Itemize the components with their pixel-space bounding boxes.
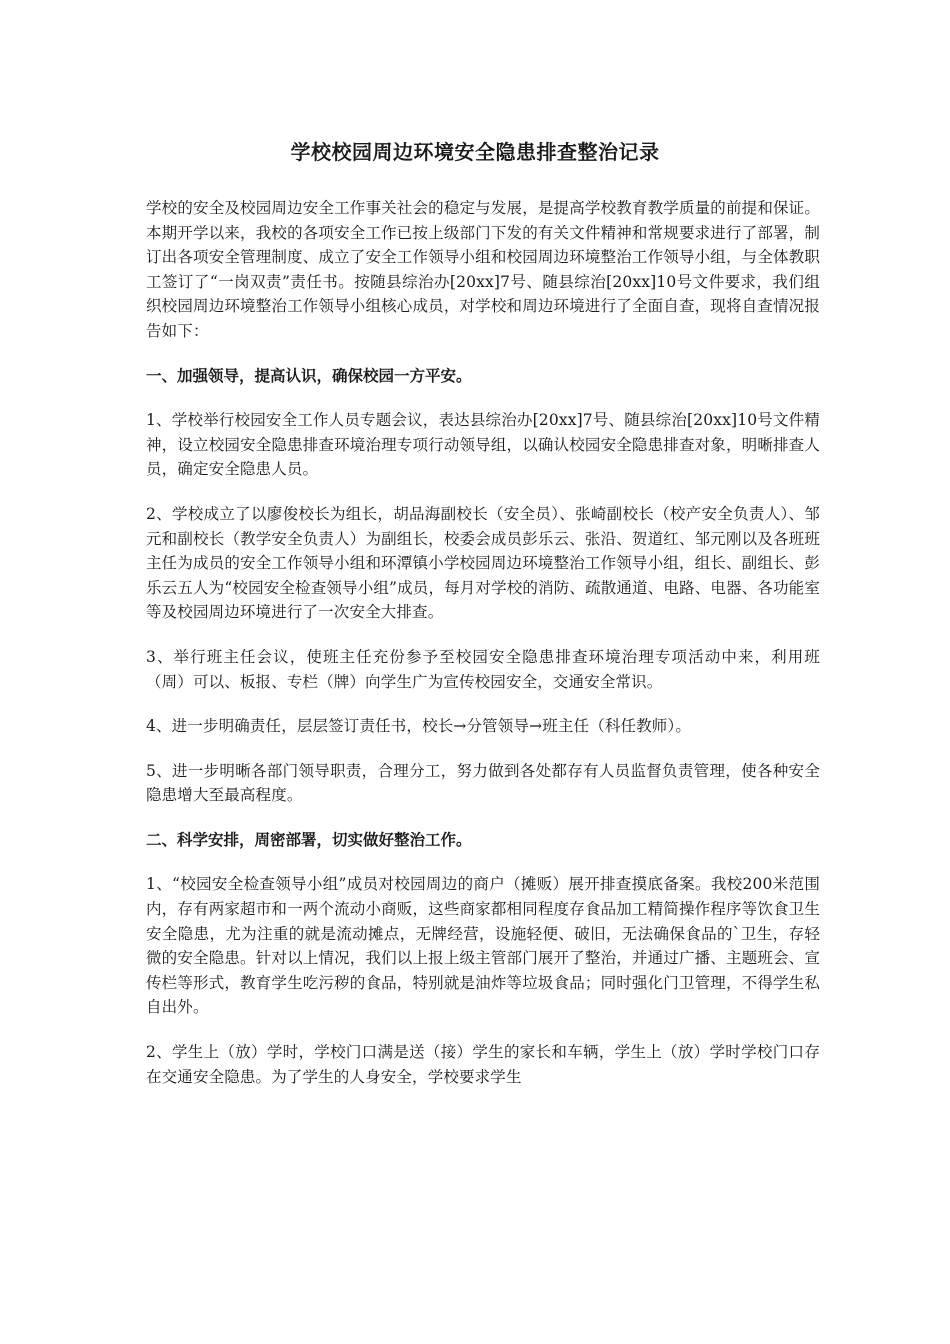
section1-item-5: 5、进一步明晰各部门领导职责，合理分工，努力做到各处都存有人员监督负责管理，使各种安全隐患增大至最高程度。 (146, 761, 820, 805)
document-body (146, 196, 820, 1109)
section1-item-2: 2、学校成立了以廖俊校长为组长，胡品海副校长（安全员）、张崎副校长（校产安全负责人）、邹元和副校长（教学安全负责人）为副组长，校委会成员彭乐云、张沿、贺道红、邹元刚以及各班班主任为成员的安全工作领导小组和环潭镇小学校园周边环境整治工作领导小组，组长、副组长、彭乐云五人为“校园安全检查领导小组”成员，每月对学校的消防、疏散通道、电路、电器、各功能室等及校园周边环境进行了一次安全大排查。 (146, 504, 820, 622)
section1-item-1: 1、学校举行校园安全工作人员专题会议，表达县综治办[20xx]7号、随县综治[20xx]10号文件精神，设立校园安全隐患排查环境治理专项行动领导组，以确认校园安全隐患排查对象，明晰排查人员，确定安全隐患人员。 (146, 411, 820, 479)
section1-item-4: 4、进一步明确责任，层层签订责任书，校长→分管领导→班主任（科任教师）。 (146, 717, 691, 736)
section-heading-1: 一、加强领导，提高认识，确保校园一方平安。 (146, 366, 472, 385)
section1-item-3: 3、举行班主任会议，使班主任充份参予至校园安全隐患排查环境治理专项活动中来，利用班（周）可以、板报、专栏（牌）向学生广为宣传校园安全，交通安全常识。 (146, 647, 820, 691)
section2-item-2: 2、学生上（放）学时，学校门口满是送（接）学生的家长和车辆，学生上（放）学时学校门口存在交通安全隐患。为了学生的人身安全，学校要求学生 (146, 1043, 820, 1086)
intro-paragraph: 学校的安全及校园周边安全工作事关社会的稳定与发展，是提高学校教育教学质量的前提和保证。本期开学以来，我校的各项安全工作已按上级部门下发的有关文件精神和常规要求进行了部署，制订出各项安全管理制度、成立了安全工作领导小组和校园周边环境整治工作领导小组，与全体教职工签订了“一岗双责”责任书。按随县综治办[20xx]7号、随县综治[20xx]10号文件要求，我们组织校园周边环境整治工作领导小组核心成员，对学校和周边环境进行了全面自查，现将自查情况报告如下： (146, 199, 820, 340)
section2-item-1: 1、“校园安全检查领导小组”成员对校园周边的商户（摊贩）展开排查摸底备案。我校200米范围内，存有两家超市和一两个流动小商贩，这些商家都相同程度存食品加工精简操作程序等饮食卫生安全隐患，尤为注重的就是流动摊点，无牌经营，设施轻便、破旧，无法确保食品的`卫生，存轻微的安全隐患。针对以上情况，我们以上报上级主管部门展开了整治，并通过广播、主题班会、宣传栏等形式，教育学生吃污秽的食品，特别就是油炸等垃圾食品；同时强化门卫管理，不得学生私自出外。 (146, 875, 820, 1017)
section-heading-2: 二、科学安排，周密部署，切实做好整治工作。 (146, 830, 472, 849)
document-title: 学校校园周边环境安全隐患排查整治记录 (290, 140, 660, 164)
